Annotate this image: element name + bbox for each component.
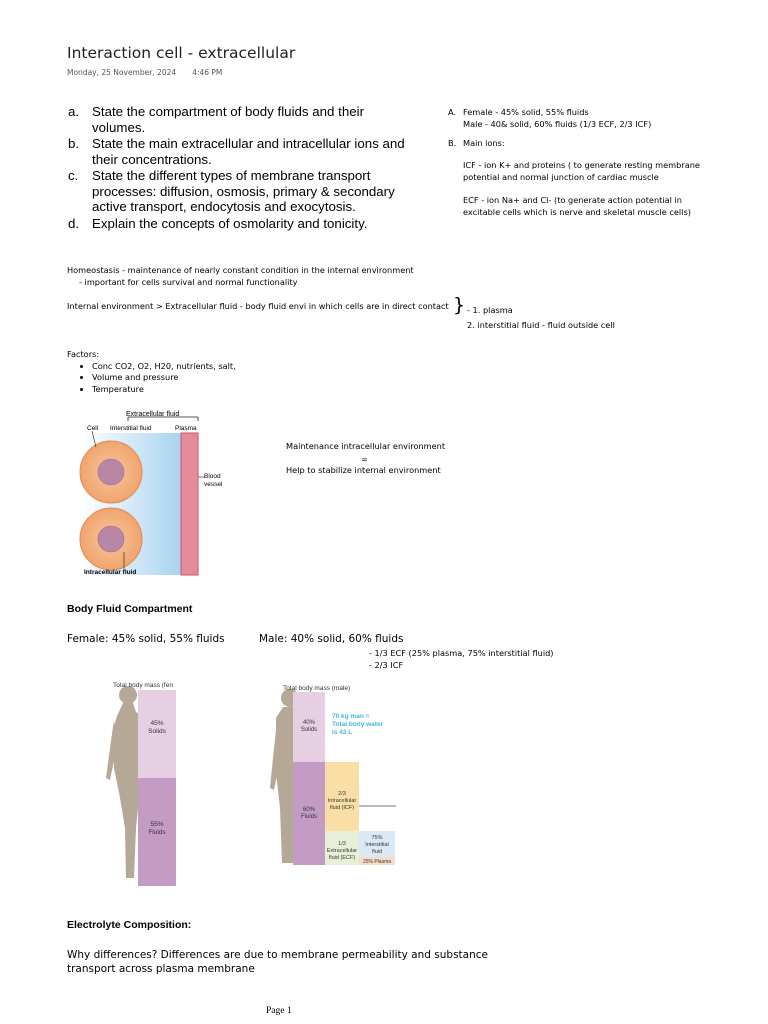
answer-letter: A. xyxy=(448,107,457,117)
brace-symbol: } xyxy=(453,294,466,316)
interstitial-label: Interstitial xyxy=(365,842,389,848)
section-heading-body-fluid: Body Fluid Compartment xyxy=(67,603,193,615)
icf-label: Intracellular xyxy=(327,798,357,804)
ecf-label: Extracellular xyxy=(326,848,358,854)
icf-label: fluid (ICF) xyxy=(329,805,355,811)
objective-letter: b. xyxy=(68,136,80,151)
interstitial-label: fluid xyxy=(371,849,383,855)
female-composition: Female: 45% solid, 55% fluids xyxy=(67,633,225,645)
cell-nucleus xyxy=(98,526,124,552)
female-fluids-percent: 55% xyxy=(150,821,164,828)
internal-env-item-interstitial: 2. interstitial fluid - fluid outside cell xyxy=(467,320,615,330)
objective-text: State the different types of membrane transport processes: diffusion, osmosis, primary & secondary active transport, endocytosis and exocytosis. xyxy=(92,168,395,214)
label-plasma: Plasma xyxy=(175,425,197,432)
male-chart-title: Total body mass (male) xyxy=(283,685,351,692)
body-mass-diagram xyxy=(90,678,410,893)
homeostasis-line1: Homeostasis - maintenance of nearly constant condition in the internal environment xyxy=(67,265,414,275)
blood-vessel xyxy=(181,433,198,575)
male-fluids-label: Fluids xyxy=(300,814,318,820)
answer-a-line2: Male - 40& solid, 60% fluids (1/3 ECF, 2/3 ICF) xyxy=(463,118,652,129)
answer-letter: B. xyxy=(448,137,457,148)
factors-title: Factors: xyxy=(67,349,100,359)
factor-item: • Volume and pressure xyxy=(92,372,236,384)
answer-ecf: ECF - ion Na+ and Cl- (to generate action potential in excitable cells which is nerve and skeletal muscle cells) xyxy=(463,194,691,217)
objective-text: State the main extracellular and intracellular ions and their concentrations. xyxy=(92,136,405,167)
objective-answers xyxy=(448,107,718,219)
body-water-note: 70 kg man = xyxy=(332,713,370,720)
female-solids-percent: 45% xyxy=(150,720,164,727)
female-fluids-label: Fluids xyxy=(148,829,166,836)
objective-letter: c. xyxy=(68,168,79,183)
label-extracellular-fluid: Extracellular fluid xyxy=(126,411,180,418)
answer-a xyxy=(448,107,718,131)
internal-environment-note: Internal environment > Extracellular fluid - body fluid envi in which cells are in direct contact xyxy=(67,301,449,311)
objective-item xyxy=(68,104,413,135)
maintenance-equals: = xyxy=(361,454,368,464)
male-composition-item: - 1/3 ECF (25% plasma, 75% interstitial fluid) xyxy=(369,648,554,658)
answer-icf: ICF - ion K+ and proteins ( to generate resting membrane potential and normal junction of cardiac muscle xyxy=(463,160,700,183)
homeostasis-note xyxy=(67,265,414,288)
female-chart-title: Total body mass (fen xyxy=(113,682,173,689)
note-time: 4:46 PM xyxy=(192,68,223,77)
note-timestamp xyxy=(67,68,222,77)
label-cell: Cell xyxy=(87,425,99,432)
section-heading-electrolyte: Electrolyte Composition: xyxy=(67,919,192,931)
objective-letter: d. xyxy=(68,215,80,231)
page-number: Page 1 xyxy=(266,1006,292,1016)
male-solids-percent: 40% xyxy=(302,720,316,726)
answer-b-title: Main ions: xyxy=(463,137,505,148)
page-title: Interaction cell - extracellular xyxy=(67,44,296,62)
objective-text: Explain the concepts of osmolarity and tonicity. xyxy=(92,215,368,231)
note-date: Monday, 25 November, 2024 xyxy=(67,68,177,77)
male-fluids-percent: 60% xyxy=(302,807,316,813)
cell-nucleus xyxy=(98,459,124,485)
body-water-note: is 42 L xyxy=(332,729,353,736)
female-solids-label: Solids xyxy=(148,728,166,735)
male-composition: Male: 40% solid, 60% fluids xyxy=(259,633,404,645)
plasma-label: 25% Plasma xyxy=(362,859,392,865)
male-composition-item: - 2/3 ICF xyxy=(369,660,404,670)
answer-b xyxy=(448,138,718,219)
factor-item: • Temperature xyxy=(92,384,236,396)
label-interstitial-fluid: Interstitial fluid xyxy=(110,425,152,432)
objective-letter: a. xyxy=(68,104,80,119)
objective-item xyxy=(68,136,413,167)
internal-env-item-plasma: - 1. plasma xyxy=(467,305,513,315)
label-vessel: vessel xyxy=(204,481,223,488)
extracellular-fluid-diagram xyxy=(78,405,238,580)
objective-item xyxy=(68,216,413,232)
objective-text: State the compartment of body fluids and their volumes. xyxy=(92,104,365,135)
electrolyte-note: Why differences? Differences are due to membrane permeability and substance transport across plasma membrane xyxy=(67,949,488,975)
factors-list xyxy=(67,361,236,396)
interstitial-label: 75% xyxy=(371,835,383,841)
ecf-label: fluid (ECF) xyxy=(328,855,356,861)
homeostasis-line2: - important for cells survival and normal functionality xyxy=(79,276,298,287)
male-solids-label: Solids xyxy=(300,727,318,733)
ecf-label: 1/3 xyxy=(338,841,346,847)
body-water-note: Total body water xyxy=(332,721,384,728)
factors-section xyxy=(67,349,236,395)
learning-objectives xyxy=(68,104,413,232)
answer-a-line1: Female - 45% solid, 55% fluids xyxy=(463,107,589,117)
maintenance-line1: Maintenance intracellular environment xyxy=(286,441,446,451)
label-intracellular-fluid: Intracellular fluid xyxy=(84,569,137,576)
objective-item xyxy=(68,168,413,215)
icf-label: 2/3 xyxy=(338,791,346,797)
factor-item: • Conc CO2, O2, H20, nutrients, salt, xyxy=(92,361,236,373)
label-blood: Blood xyxy=(204,473,221,480)
maintenance-line2: Help to stabilize internal environment xyxy=(286,465,441,475)
